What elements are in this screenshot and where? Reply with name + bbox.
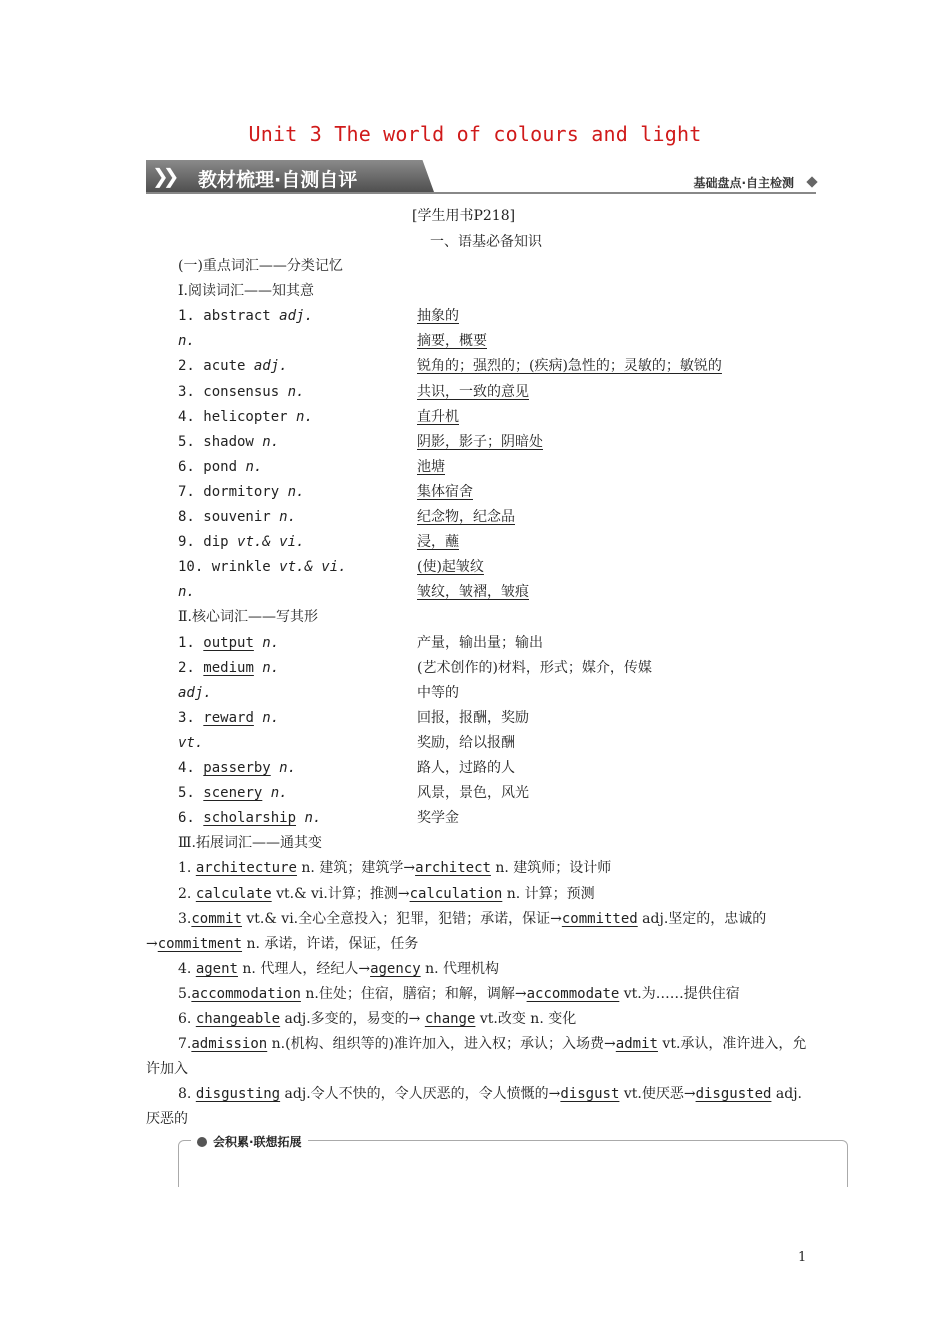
vocab-term (178, 783, 288, 803)
word-family-item (146, 1082, 808, 1132)
term-meaning: 阴影，影子；阴暗处 (417, 433, 543, 450)
term-answer: reward (203, 709, 254, 726)
section-banner (146, 160, 816, 194)
item-text: vt.改变 n. 变化 (475, 1011, 577, 1027)
term-meaning: 中等的 (417, 684, 459, 701)
banner-right-text: 基础盘点·自主检测 (693, 176, 794, 190)
term-pos: vt.& vi. (279, 559, 347, 576)
item-text: n. 建筑；建筑学→ (296, 860, 416, 877)
term-number: 6. (178, 810, 204, 827)
book-reference: [学生用书P218] (412, 208, 516, 224)
term-word: 5. shadow (178, 433, 263, 450)
vocab-term (178, 758, 296, 778)
term-pos: n. (262, 433, 280, 450)
vocab-term (178, 557, 347, 577)
term-word: 10. wrinkle (178, 559, 280, 576)
term-meaning: 池塘 (417, 458, 445, 475)
term-word: 4. helicopter (178, 408, 297, 425)
item-text: n. 承诺，许诺，保证，任务 (242, 935, 419, 952)
term-pos: n. (253, 634, 280, 651)
answer-word: calculation (409, 885, 503, 902)
item-number: 5. (178, 985, 192, 1002)
section-title: 一、语基必备知识 (430, 234, 542, 250)
term-pos: n. (262, 785, 288, 802)
double-chevron-icon: ❯❯ (152, 164, 174, 188)
answer-word: committed (561, 910, 638, 927)
term-meaning: 奖学金 (417, 810, 459, 827)
term-pos: n. (287, 383, 305, 400)
term-word: 1. abstract (178, 308, 280, 325)
term-pos: vt.& vi. (237, 534, 305, 551)
answer-word: disgust (560, 1086, 620, 1103)
answer-word: admit (615, 1036, 658, 1053)
vocab-term (178, 808, 321, 828)
pencil-icon (197, 1137, 207, 1147)
word-family-item (178, 1007, 576, 1032)
vocab-term (178, 582, 195, 602)
vocab-term (178, 683, 212, 703)
term-pos: n. (296, 810, 322, 827)
answer-word: agency (370, 960, 421, 977)
term-pos: adj. (253, 358, 288, 375)
box-header (191, 1133, 308, 1150)
term-pos: n. (178, 584, 195, 601)
vocab-term (178, 708, 279, 728)
vocab-term (178, 507, 296, 527)
term-pos: adj. (279, 308, 313, 325)
item-text: n. 建筑师；设计师 (490, 860, 612, 877)
word-family-item (178, 856, 611, 881)
item-text: vt.为……提供住宿 (619, 985, 740, 1002)
term-word: 2. acute (178, 358, 254, 375)
term-number: 1. (178, 634, 204, 651)
term-word: 7. dormitory (178, 483, 288, 500)
term-meaning: 抽象的 (417, 308, 459, 325)
part2-heading: Ⅱ.核心词汇——写其形 (178, 609, 318, 626)
term-word: 6. pond (178, 458, 246, 475)
term-meaning: 回报，报酬，奖励 (417, 709, 529, 726)
vocab-term (178, 482, 304, 502)
item-text: adj.厌恶的 (146, 1086, 802, 1128)
item-text: n. 代理人，经纪人→ (237, 960, 371, 977)
term-pos: n. (279, 509, 297, 525)
term-meaning: 浸，蘸 (417, 534, 459, 551)
term-meaning: 锐角的；强烈的；(疾病)急性的；灵敏的；敏锐的 (417, 358, 722, 375)
term-pos: vt. (178, 734, 204, 751)
term-number: 5. (178, 785, 204, 802)
term-meaning: 摘要，概要 (417, 333, 487, 350)
item-text: n. 计算；预测 (502, 885, 595, 902)
vocab-term (178, 432, 279, 452)
answer-word: architecture (195, 860, 297, 877)
answer-word: accommodate (526, 985, 620, 1002)
banner-left-text: 教材梳理·自测自评 (198, 169, 358, 191)
vocab-term (178, 382, 304, 402)
term-meaning: 路人，过路的人 (417, 760, 515, 776)
answer-word: calculate (195, 885, 272, 902)
term-meaning: (使)起皱纹 (417, 559, 484, 576)
item-text: adj.令人不快的，令人厌恶的，令人愤慨的→ (280, 1086, 561, 1103)
term-meaning: 皱纹，皱褶，皱痕 (417, 584, 529, 601)
answer-word: commit (191, 910, 242, 927)
term-meaning: 直升机 (417, 408, 459, 425)
answer-word: commitment (157, 935, 243, 952)
term-word: 8. souvenir (178, 509, 280, 525)
item-number: 8. (178, 1086, 196, 1103)
term-meaning: (艺术创作的)材料，形式；媒介，传媒 (417, 659, 652, 676)
vocab-term (178, 356, 288, 376)
item-text: adj.坚定的，忠诚的→ (146, 910, 767, 952)
vocab-term (178, 532, 304, 552)
answer-word: architect (415, 860, 491, 877)
item-number: 3. (178, 910, 192, 927)
group-title: (一)重点词汇——分类记忆 (178, 258, 343, 274)
accumulate-box (178, 1135, 848, 1187)
term-word: 9. dip (178, 534, 238, 551)
diamond-icon (806, 176, 817, 187)
item-text: n. 代理机构 (420, 960, 500, 977)
item-number: 2. (178, 885, 196, 902)
word-family-item (178, 882, 595, 907)
term-meaning: 纪念物，纪念品 (417, 509, 515, 525)
item-text: vt.& vi.全心全意投入；犯罪，犯错；承诺，保证→ (241, 910, 562, 927)
term-meaning: 产量，输出量；输出 (417, 634, 543, 651)
term-meaning: 集体宿舍 (417, 483, 473, 500)
word-family-item (178, 982, 740, 1007)
item-text: vt.使厌恶→ (619, 1086, 696, 1103)
term-number: 3. (178, 709, 204, 726)
answer-word: changeable (195, 1011, 281, 1027)
term-meaning: 共识，一致的意见 (417, 383, 529, 400)
answer-word: change (424, 1011, 476, 1027)
vocab-term (178, 457, 262, 477)
part3-heading: Ⅲ.拓展词汇——通其变 (178, 835, 322, 852)
word-family-item (178, 957, 499, 982)
term-answer: medium (203, 659, 254, 676)
answer-word: disgusting (195, 1086, 281, 1103)
page-number: 1 (798, 1250, 807, 1265)
term-pos: n. (287, 483, 305, 500)
answer-word: agent (195, 960, 238, 977)
answer-word: disgusted (695, 1086, 772, 1103)
vocab-term (178, 658, 279, 678)
term-pos: n. (178, 333, 195, 350)
term-pos: n. (253, 659, 280, 676)
term-pos: n. (296, 408, 313, 425)
item-text: adj.多变的，易变的→ (280, 1011, 425, 1027)
vocab-term (178, 733, 203, 753)
term-answer: output (203, 634, 254, 651)
term-answer: passerby (203, 760, 271, 776)
term-number: 4. (178, 760, 204, 776)
unit-title: Unit 3 The world of colours and light (248, 122, 702, 146)
item-number: 6. (178, 1011, 196, 1027)
word-family-item (146, 1032, 808, 1082)
item-text: vt.& vi.计算；推测→ (271, 885, 410, 902)
item-text: vt.承认，准许进入，允许加入 (146, 1036, 807, 1078)
term-answer: scholarship (203, 810, 297, 827)
answer-word: admission (191, 1036, 268, 1053)
term-meaning: 风景，景色，风光 (417, 785, 529, 802)
vocab-term (178, 306, 313, 326)
answer-word: accommodation (191, 985, 301, 1002)
item-text: n.住处；住宿，膳宿；和解，调解→ (300, 985, 527, 1002)
term-word: 3. consensus (178, 383, 288, 400)
item-number: 7. (178, 1036, 192, 1053)
vocab-term (178, 407, 313, 427)
term-pos: n. (270, 760, 297, 776)
term-meaning: 奖励，给以报酬 (417, 734, 515, 751)
term-number: 2. (178, 659, 204, 676)
box-title: 会积累·联想拓展 (213, 1135, 302, 1149)
vocab-term (178, 633, 279, 653)
banner-divider (146, 192, 816, 194)
term-pos: n. (253, 709, 280, 726)
term-answer: scenery (203, 785, 263, 802)
word-family-item (146, 907, 808, 957)
vocab-term (178, 331, 195, 351)
part1-heading: Ⅰ.阅读词汇——知其意 (178, 283, 314, 300)
item-number: 1. (178, 860, 196, 877)
item-number: 4. (178, 960, 196, 977)
term-pos: adj. (178, 684, 212, 701)
term-pos: n. (245, 458, 263, 475)
item-text: n.(机构、组织等的)准许加入，进入权；承认；入场费→ (267, 1036, 616, 1053)
